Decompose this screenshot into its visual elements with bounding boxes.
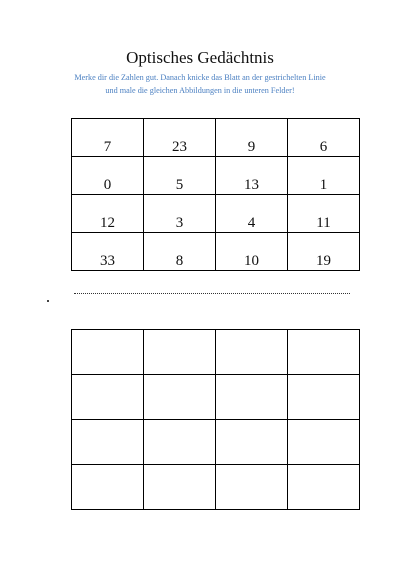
grid-cell: 13: [216, 157, 288, 195]
blank-cell: [288, 465, 360, 510]
grid-cell: 19: [288, 233, 360, 271]
grid-row: [72, 157, 360, 195]
grid-row: [72, 465, 360, 510]
grid-row: [72, 233, 360, 271]
grid-row: [72, 195, 360, 233]
blank-cell: [216, 420, 288, 465]
blank-cell: [144, 465, 216, 510]
fold-line: [74, 293, 350, 294]
blank-grid: [71, 329, 360, 510]
blank-cell: [72, 330, 144, 375]
grid-row: [72, 330, 360, 375]
page-title: Optisches Gedächtnis: [126, 48, 274, 67]
grid-row: [72, 420, 360, 465]
grid-cell: 10: [216, 233, 288, 271]
grid-row: [72, 375, 360, 420]
instruction-line: und male die gleichen Abbildungen in die unteren Felder!: [105, 85, 295, 95]
blank-cell: [288, 375, 360, 420]
grid-cell: 3: [144, 195, 216, 233]
blank-cell: [72, 375, 144, 420]
grid-cell: 8: [144, 233, 216, 271]
grid-cell: 11: [288, 195, 360, 233]
grid-cell: 9: [216, 119, 288, 157]
grid-row: [72, 119, 360, 157]
blank-cell: [72, 465, 144, 510]
blank-cell: [144, 330, 216, 375]
instruction-line: Merke dir die Zahlen gut. Danach knicke das Blatt an der gestrichelten Linie: [74, 73, 326, 82]
blank-cell: [144, 375, 216, 420]
grid-cell: 12: [72, 195, 144, 233]
grid-cell: 33: [72, 233, 144, 271]
blank-cell: [72, 420, 144, 465]
grid-cell: 1: [288, 157, 360, 195]
blank-cell: [144, 420, 216, 465]
grid-cell: 7: [72, 119, 144, 157]
grid-cell: 0: [72, 157, 144, 195]
number-grid: [71, 118, 360, 271]
grid-cell: 6: [288, 119, 360, 157]
blank-cell: [216, 330, 288, 375]
grid-cell: 5: [144, 157, 216, 195]
blank-cell: [216, 465, 288, 510]
blank-cell: [288, 330, 360, 375]
blank-cell: [216, 375, 288, 420]
blank-cell: [288, 420, 360, 465]
grid-cell: 23: [144, 119, 216, 157]
grid-cell: 4: [216, 195, 288, 233]
instructions: [40, 72, 360, 97]
stray-dot: [47, 300, 49, 302]
